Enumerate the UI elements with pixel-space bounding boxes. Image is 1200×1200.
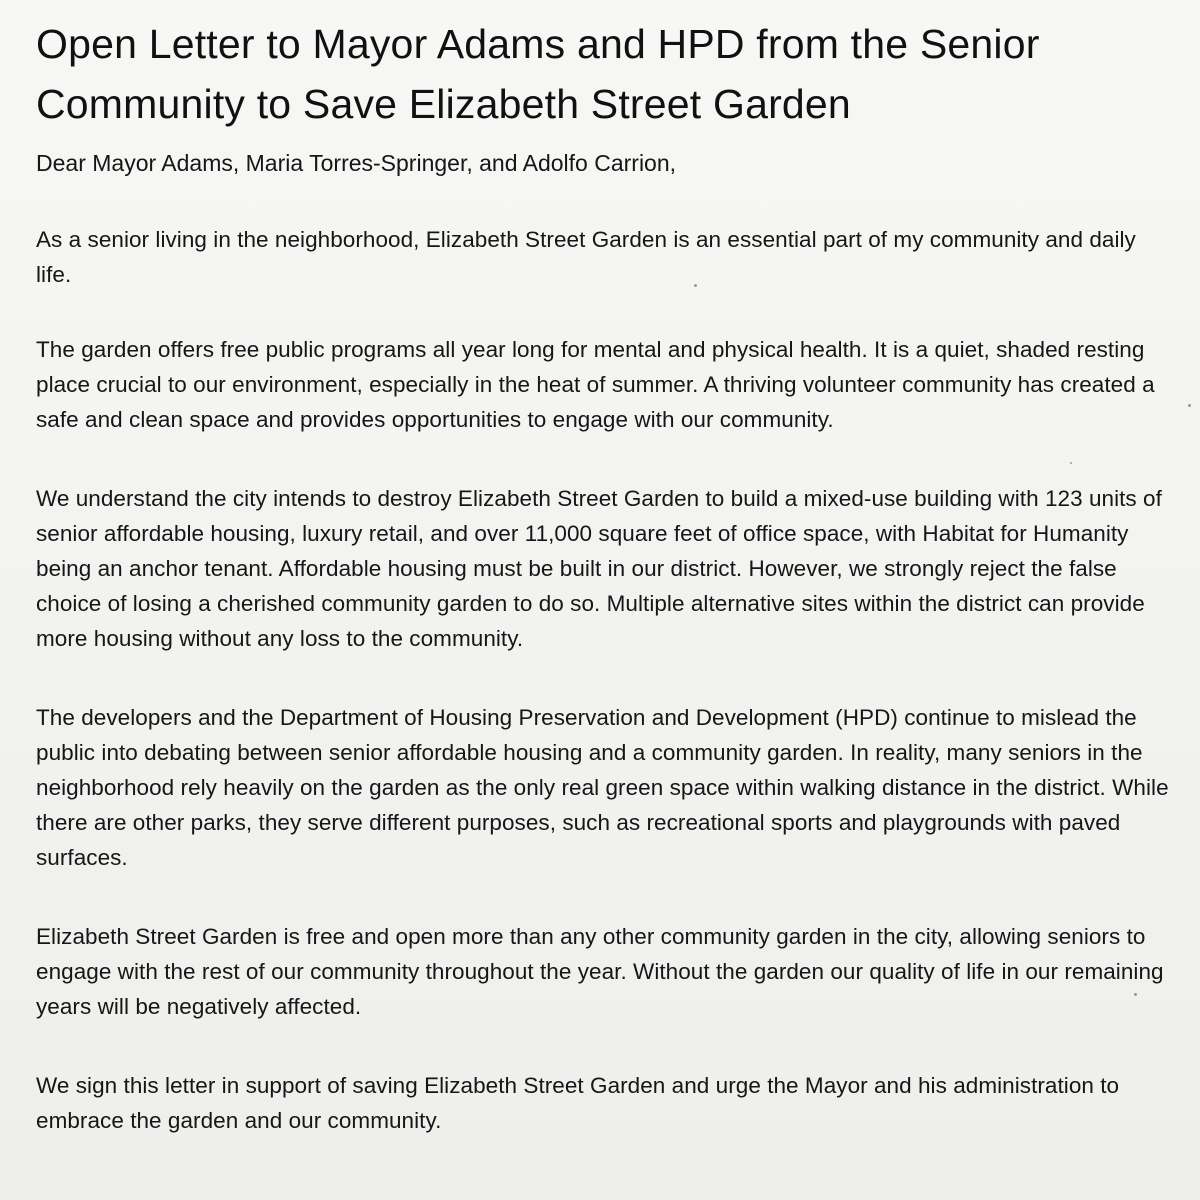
letter-title: Open Letter to Mayor Adams and HPD from the Senior Community to Save Elizabeth Street Garden [36,21,1040,127]
letter-paragraph: The garden offers free public programs all year long for mental and physical health. It is a quiet, shaded resting place crucial to our environment, especially in the heat of summer. A thriving volunteer community has created a safe and clean space and provides opportunities to engage with our community. [36,337,1155,432]
letter-paragraph: As a senior living in the neighborhood, Elizabeth Street Garden is an essential part of my community and daily life. [36,227,1136,287]
letter-paragraph: We understand the city intends to destroy Elizabeth Street Garden to build a mixed-use building with 123 units of senior affordable housing, luxury retail, and over 11,000 square feet of office space, with Habitat for Humanity being an anchor tenant. Affordable housing must be built in our district. However, we strongly reject the false choice of losing a cherished community garden to do so. Multiple alternative sites within the district can provide more housing without any loss to the community. [36,486,1162,651]
open-letter [36,14,1176,1138]
paper-speck [1188,404,1191,407]
letter-paragraph: We sign this letter in support of saving Elizabeth Street Garden and urge the Mayor and his administration to embrace the garden and our community. [36,1073,1120,1133]
letter-paragraph: The developers and the Department of Housing Preservation and Development (HPD) continue to mislead the public into debating between senior affordable housing and a community garden. In reality, many seniors in the neighborhood rely heavily on the garden as the only real green space within walking distance in the district. While there are other parks, they serve different purposes, such as recreational sports and playgrounds with paved surfaces. [36,705,1169,870]
letter-salutation: Dear Mayor Adams, Maria Torres-Springer, and Adolfo Carrion, [36,150,677,176]
letter-paragraph: Elizabeth Street Garden is free and open more than any other community garden in the city, allowing seniors to engage with the rest of our community throughout the year. Without the garden our quality of life in our remaining years will be negatively affected. [36,924,1164,1019]
